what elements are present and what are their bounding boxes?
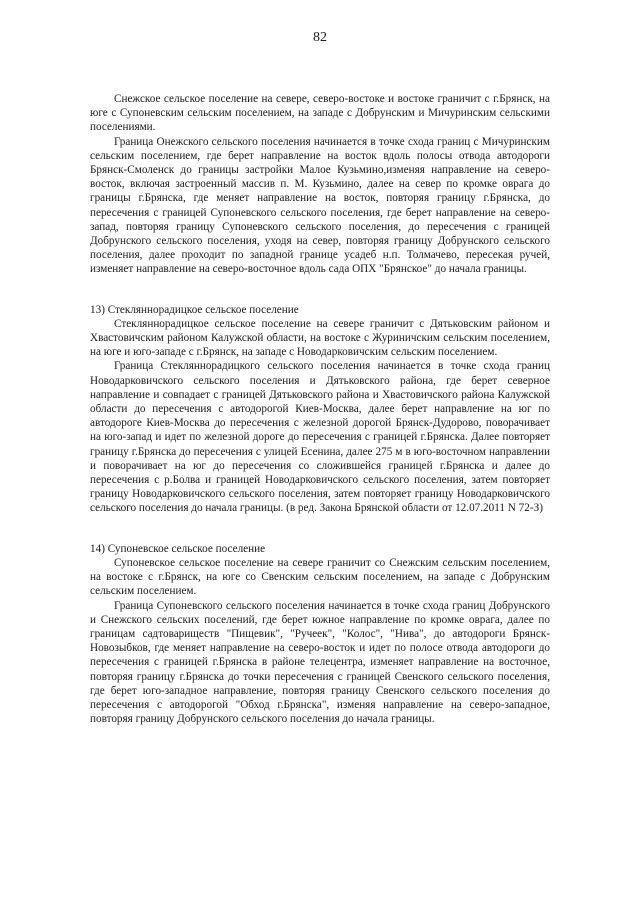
section-heading-14: 14) Супоневское сельское поселение [90, 542, 266, 555]
paragraph-steklyannoraditskoe-neighbors: Стекляннорадицкое сельское поселение на севере граничит с Дятьковским районом и Хвастовичским районом Калужской области, на востоке с Журиничским сельским поселением, на юге и юго-западе с г.Брянск, на западе с Новодарковичским сельским поселением. [90, 317, 550, 359]
paragraph-suponevskoe-neighbors: Супоневское сельское поселение на севере граничит со Снежским сельским поселением, на востоке с г.Брянск, на юге со Свенским сельским поселением, на западе с Добрунским сельским поселением. [90, 556, 550, 598]
paragraph-suponevskoe-boundary: Граница Супоневского сельского поселения начинается в точке схода границ Добрунского и Снежского сельских поселений, где берет южное направление по кромке оврага, далее по границам садтовариществ "Пищевик", "Ручеек", "Колос", "Нива", до автодороги Брянск-Новозыбков, где меняет направление на северо-восток и идет по полосе отвода автодороги до пересечения с границей г.Брянска в районе телецентра, изменяет направление на восточное, повторяя границу г.Брянска до точки пересечения с границей Свенского сельского поселения, где берет юго-западное направление, повторяя границу Свенского сельского поселения до пересечения с автодорогой "Обход г.Брянска", изменяя направление на северо-западное, повторяя границу Добрунского сельского поселения до начала границы. [90, 599, 550, 726]
paragraph-snezhskoe-boundary: Граница Онежского сельского поселения начинается в точке схода границ с Мичуринским сельским поселением, где берет направление на восток вдоль полосы отвода автодороги Брянск-Смоленск до границы застройки Малое Кузьмино,изменяя направление на северо-восток, включая застроенный массив п. М. Кузьмино, далее на север по кромке оврага до границы г.Брянска, где меняет направление на восток, повторяя границу г.Брянска, до пересечения с границей Супоневского сельского поселения, где берет направление на северо-запад, повторяя границу Супоневского сельского поселения, до пересечения с границей Добрунского сельского поселения, уходя на север, повторяя границу Добрунского сельского поселения, далее проходит по западной границе усадеб н.п. Толмачево, пересекая ручей, изменяет направление на северо-восточное вдоль сада ОПХ "Брянское" до начала границы. [90, 135, 550, 276]
page-number: 82 [313, 30, 327, 45]
paragraph-steklyannoraditskoe-boundary: Граница Стекляннорадицкого сельского поселения начинается в точке схода границ Новодарковичского сельского поселения и Дятьковского района, где берет северное направление и совпадает с границей Дятьковского района и Хвастовичского района Калужской области до пересечения с автодорогой Киев-Москва, далее берет направление на юг по автодороге Киев-Москва до пересечения с железной дорогой Брянск-Дудорово, поворачивает на юго-запад и идет по железной дороге до пересечения с границей г.Брянска. Далее повторяет границу г.Брянска до пересечения с улицей Есенина, далее 275 м в юго-восточном направлении и поворачивает на юг до пересечения со сложившейся границей г.Брянска и далее до пересечения с р.Болва и границей Новодарковичского сельского поселения, затем повторяет границу Новодарковичского сельского поселения, затем повторяет границу Новодарковичского сельского поселения до начала границы. (в ред. Закона Брянской области от 12.07.2011 N 72-З) [90, 360, 550, 515]
paragraph-snezhskoe-neighbors: Снежское сельское поселение на севере, северо-востоке и востоке граничит с г.Брянск, на юге с Супоневским сельским поселением, на западе с Добрунским и Мичуринским сельскими поселениями. [90, 93, 550, 134]
document-body [90, 92, 550, 726]
section-heading-13: 13) Стекляннорадицкое сельское поселение [90, 303, 299, 316]
